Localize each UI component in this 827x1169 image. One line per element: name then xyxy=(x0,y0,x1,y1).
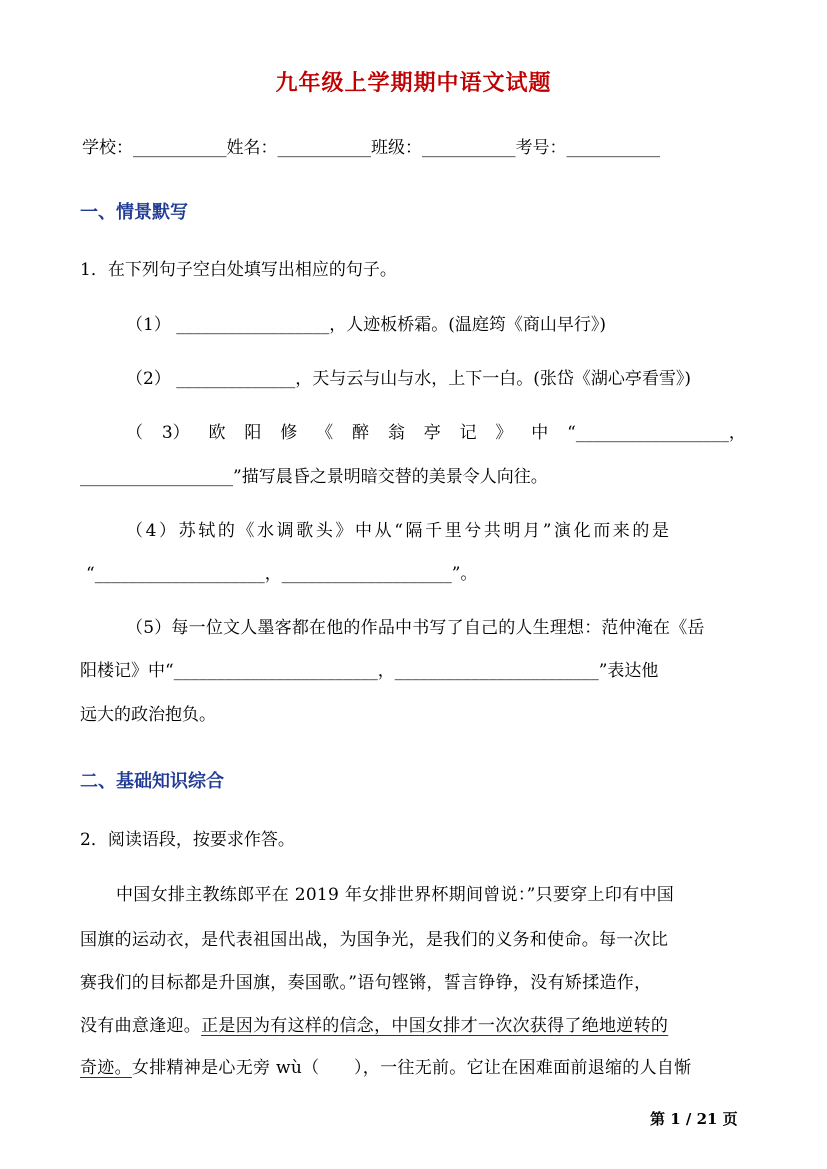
class-label: 班级： xyxy=(371,138,422,158)
item-3-char: 阳 xyxy=(244,423,262,443)
question-1-item-3-line-2: __________________”描写晨昏之景明暗交替的美景令人向往。 xyxy=(80,467,548,487)
passage-line-5 xyxy=(80,1060,692,1077)
question-1-item-5-line-2: 阳楼记》中“________________________，________________________”表达他 xyxy=(80,661,659,681)
item-3-char: 3） xyxy=(161,423,190,443)
question-1-item-1: （1） __________________，人迹板桥霜。(温庭筠《商山早行》) xyxy=(126,315,606,335)
exam-number-label: 考号： xyxy=(515,138,567,158)
item-3-char: 翁 xyxy=(387,423,405,443)
item-3-char: 》 xyxy=(495,423,513,443)
section-heading-2: 二、基础知识综合 xyxy=(80,771,224,792)
passage-text: 没有曲意逢迎。 xyxy=(80,1016,202,1036)
student-info-line xyxy=(82,133,660,158)
question-2-stem: 2．阅读语段，按要求作答。 xyxy=(80,830,295,850)
question-1-item-2: （2） ______________，天与云与山与水，上下一白。(张岱《湖心亭看雪》) xyxy=(126,369,691,389)
item-3-char: 修 xyxy=(280,423,298,443)
passage-line-3: 赛我们的目标都是升国旗，奏国歌。”语句铿锵，誓言铮铮，没有矫揉造作， xyxy=(80,973,652,993)
item-3-char: 欧 xyxy=(208,423,226,443)
exam-number-blank[interactable]: ___________ xyxy=(566,138,660,158)
item-3-char: （ xyxy=(126,423,143,443)
question-1-item-3-line-1 xyxy=(126,425,746,442)
item-3-char: “__________________， xyxy=(567,423,746,443)
question-1-item-4-line-1: （4）苏轼的《水调歌头》中从“隔千里兮共明月”演化而来的是 xyxy=(126,521,672,541)
question-1-item-5-line-3: 远大的政治抱负。 xyxy=(80,705,216,725)
item-3-char: 亭 xyxy=(423,423,441,443)
question-1-item-5-line-1: （5）每一位文人墨客都在他的作品中书写了自己的人生理想：范仲淹在《岳 xyxy=(126,618,705,638)
passage-line-4 xyxy=(80,1018,668,1035)
name-label: 姓名： xyxy=(226,138,278,158)
section-heading-1: 一、情景默写 xyxy=(80,202,188,223)
passage-line-1: 中国女排主教练郎平在 2019 年女排世界杯期间曾说：”只要穿上印有中国 xyxy=(116,885,675,905)
underlined-sentence: 正是因为有这样的信念，中国女排才一次次获得了绝地逆转的 xyxy=(201,1016,669,1036)
passage-line-2: 国旗的运动衣，是代表祖国出战，为国争光，是我们的义务和使命。每一次比 xyxy=(80,930,669,950)
page-title: 九年级上学期期中语文试题 xyxy=(275,70,552,96)
question-1-stem: 1．在下列句子空白处填写出相应的句子。 xyxy=(80,260,397,280)
class-blank[interactable]: ___________ xyxy=(422,138,516,158)
item-3-char: 记 xyxy=(459,423,477,443)
item-3-char: 醉 xyxy=(351,423,369,443)
name-blank[interactable]: ___________ xyxy=(277,138,371,158)
item-3-char: 《 xyxy=(316,423,334,443)
page-number: 第 1 / 21 页 xyxy=(650,1110,738,1128)
passage-text: 女排精神是心无旁 wù（ ），一往无前。它让在困难面前退缩的人自惭 xyxy=(131,1058,692,1078)
school-label: 学校： xyxy=(82,138,133,158)
school-blank[interactable]: ___________ xyxy=(133,138,227,158)
item-3-char: 中 xyxy=(531,423,549,443)
underlined-sentence-end: 奇迹。 xyxy=(80,1058,132,1078)
question-1-item-4-line-2: “____________________，____________________”。 xyxy=(86,564,478,584)
